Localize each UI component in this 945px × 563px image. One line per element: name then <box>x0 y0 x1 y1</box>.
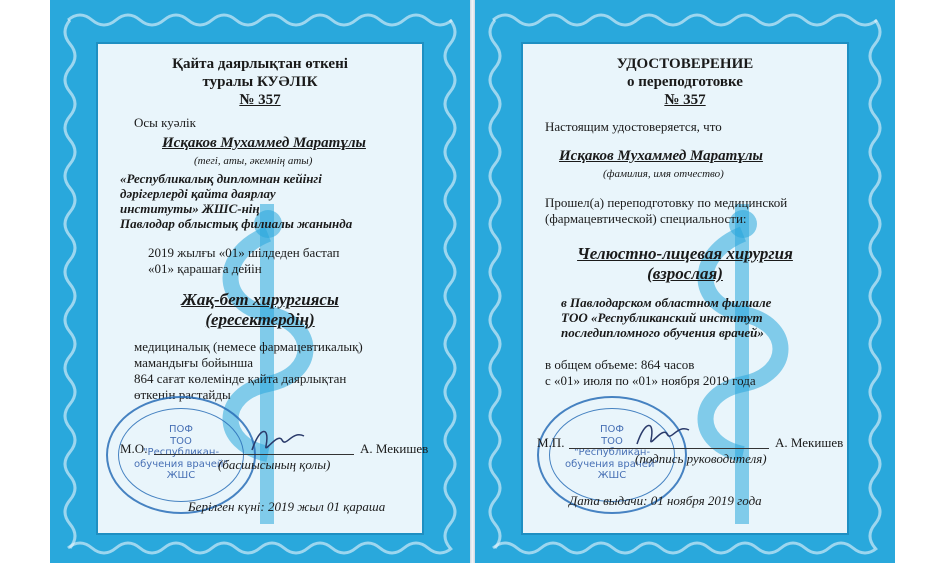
right-intro: Настоящим удостоверяется, что <box>545 119 722 134</box>
left-title-line1: Қайта даярлықтан өткені <box>172 56 348 72</box>
left-inner-panel <box>96 42 429 535</box>
right-period: с «01» июля по «01» ноября 2019 года <box>545 373 756 388</box>
right-number-text: № 357 <box>664 92 706 108</box>
stamp-line: ТОО <box>601 435 623 447</box>
left-body-line3: 864 сағат көлемінде қайта даярлықтан <box>134 371 347 386</box>
certificate-spread <box>50 0 895 563</box>
left-number-text: № 357 <box>239 92 281 108</box>
left-holder-name: Исқаков Мухаммед Маратұлы <box>162 135 366 151</box>
left-mp-label: М.О. <box>120 441 148 456</box>
left-specialty-line2: (ересектердің) <box>205 310 315 329</box>
left-title-line2: туралы КУӘЛІК <box>202 74 318 90</box>
stamp-line: "Республикан- <box>573 447 651 458</box>
right-holder-name: Исқаков Мухаммед Маратұлы <box>559 148 763 164</box>
stamp-line: ПОФ <box>169 424 193 435</box>
signature-icon <box>248 422 308 458</box>
right-issued-date: Дата выдачи: 01 ноября 2019 года <box>569 493 762 508</box>
left-page-kazakh <box>50 0 470 563</box>
right-name-caption: (фамилия, имя отчество) <box>603 168 724 180</box>
left-org-line4: Павлодар облыстық филиалы жанында <box>120 216 353 231</box>
stamp-line: ЖШС <box>597 470 627 481</box>
right-passed-line1: Прошел(а) переподготовку по медицинской <box>545 195 788 210</box>
stamp-line: ТОО <box>170 435 192 447</box>
left-period-line1: 2019 жылғы «01» шілдеден бастап <box>148 245 340 260</box>
right-signer-name: А. Мекишев <box>775 435 844 450</box>
left-body-line4: өткенін растайды <box>134 387 231 402</box>
right-org-line3: последипломного обучения врачей» <box>561 325 764 340</box>
right-title-line1: УДОСТОВЕРЕНИЕ <box>616 56 754 72</box>
left-period-line2: «01» қарашаға дейін <box>148 261 262 276</box>
right-org-line2: ТОО «Республиканский институт <box>561 310 763 325</box>
right-specialty-line2: (взрослая) <box>647 264 723 283</box>
right-specialty-line1: Челюстно-лицевая хирургия <box>577 244 793 263</box>
stamp-line: обучения врачей" <box>564 458 660 470</box>
left-org-line2: дәрігерлерді қайта даярлау <box>120 186 276 201</box>
left-body-line2: мамандығы бойынша <box>134 355 253 370</box>
right-sign-caption: (подпись руководителя) <box>635 451 767 466</box>
left-name-caption: (тегі, аты, әкемнің аты) <box>194 155 313 167</box>
right-passed-line2: (фармацевтической) специальности: <box>545 211 747 226</box>
stamp-line: ЖШС <box>166 470 196 481</box>
left-org-line1: «Республикалық дипломнан кейінгі <box>120 171 322 186</box>
left-org-line3: институты» ЖШС-нің <box>120 201 260 216</box>
right-page-russian <box>475 0 895 563</box>
left-signer-name: А. Мекишев <box>360 441 429 456</box>
left-specialty-line1: Жақ-бет хирургиясы <box>181 290 339 309</box>
right-volume: в общем объеме: 864 часов <box>545 357 695 372</box>
right-org-line1: в Павлодарском областном филиале <box>561 295 772 310</box>
stamp-line: обучения врачей" <box>133 458 229 470</box>
right-number <box>523 92 847 109</box>
left-body-line1: медициналық (немесе фармацевтикалық) <box>134 339 363 354</box>
left-sign-caption: (басшысының қолы) <box>218 457 331 472</box>
stamp-line: "Республикан- <box>142 447 220 458</box>
left-number <box>98 92 422 109</box>
left-issued-date: Берілген күні: 2019 жыл 01 қараша <box>188 499 386 514</box>
right-inner-panel <box>521 42 849 535</box>
stamp-line: ПОФ <box>600 424 624 435</box>
right-mp-label: М.П. <box>537 435 565 450</box>
right-title-line2: о переподготовке <box>627 74 743 90</box>
left-intro: Осы куәлік <box>134 115 196 130</box>
signature-icon <box>633 416 693 452</box>
